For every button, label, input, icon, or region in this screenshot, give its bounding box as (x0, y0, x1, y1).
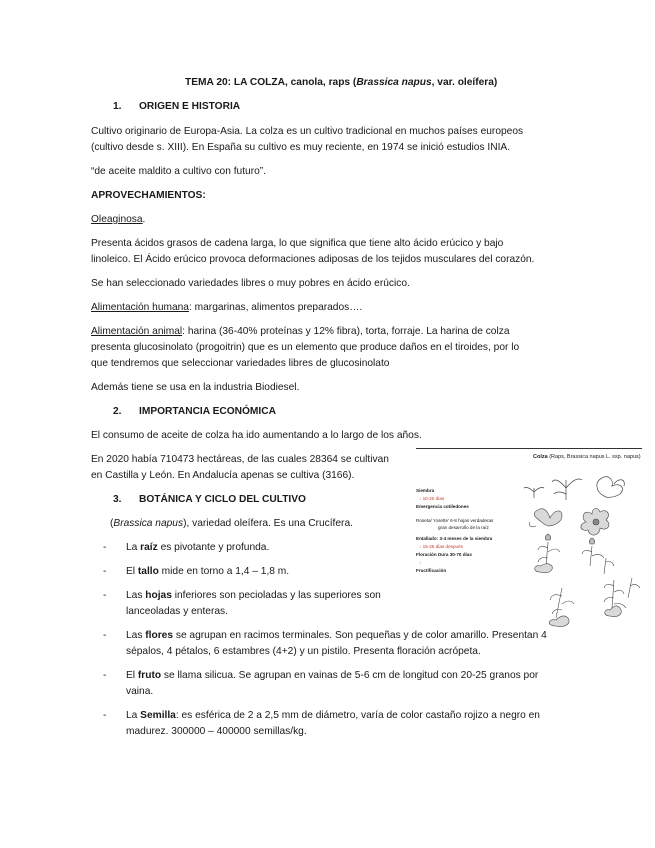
quote-line: “de aceite maldito a cultivo con futuro”. (91, 166, 266, 177)
stage-arrow-3: ↓ (419, 560, 422, 565)
stage-roseta: Roseta/ 'rosette' 6-8 hojas verdaderas (416, 518, 494, 523)
bullet-dash: - (103, 590, 107, 601)
item-text: mide en torno a 1,4 – 1,8 m. (158, 566, 290, 577)
title-scientific-name: Brassica napus (356, 77, 432, 88)
biodiesel-line: Además tiene se usa en la industria Biodiesel. (91, 382, 300, 393)
plant-illustrations (416, 448, 642, 632)
oleaginosa-dot: . (142, 214, 146, 225)
item-term: tallo (137, 566, 159, 577)
animal-food-line-3: que tendremos que seleccionar variedades libres de glucosinolato (91, 358, 390, 369)
figure-title-text: Colza (533, 454, 548, 460)
title-suffix: , var. oleífera) (431, 77, 498, 88)
item-text: se llama silicua. Se agrupan en vainas de 5-6 cm de longitud con 20-25 granos por (161, 670, 539, 681)
section-1-heading (113, 99, 240, 115)
bullet-dash: - (103, 542, 107, 553)
stage-siembra: Siembra (416, 488, 435, 493)
fatty-acid-line-1: Presenta ácidos grasos de cadena larga, lo que significa que tiene alto ácido erúcico y bajo (91, 238, 504, 249)
hectares-line-1: En 2020 había 710473 hectáreas, de las cuales 28364 se cultivan (91, 454, 389, 465)
stage-emergencia: Emergencia cotiledones (416, 504, 469, 509)
item-term: flores (145, 630, 174, 641)
section-1-title: ORIGEN E HISTORIA (139, 101, 241, 112)
section-2-heading (113, 404, 276, 420)
animal-food-line-2: presenta glucosinolato (progoitrin) que es un elemento que produce daños en el tiroides, por lo (91, 342, 520, 353)
title-prefix: TEMA 20: LA COLZA, canola, raps ( (185, 77, 357, 88)
item-prefix: El (126, 566, 138, 577)
stage-arrow-2: ↓ 15-25 días después (419, 544, 463, 549)
oleaginosa-label: Oleaginosa (91, 214, 143, 225)
section-2-title: IMPORTANCIA ECONÓMICA (139, 406, 276, 417)
animal-food-label: Alimentación animal (91, 326, 183, 337)
section-3-number: 3. (113, 494, 122, 505)
item-term: hojas (145, 590, 172, 601)
animal-food-line-1 (91, 324, 509, 340)
seedling-plants-icon (524, 477, 624, 500)
item-term: Semilla (140, 710, 176, 721)
item-line-2: madurez. 300000 – 400000 semillas/kg. (126, 726, 307, 737)
section-2-number: 2. (113, 406, 122, 417)
aprovechamientos-heading: APROVECHAMIENTOS: (91, 190, 206, 201)
origin-paragraph-line-2: (cultivo desde s. XIII). En España su cultivo es muy reciente, en 1974 se inició estudios INIA. (91, 142, 511, 153)
item-prefix: El (126, 670, 138, 681)
stage-entallado: Entallado: 3-4 meses de la siembra (416, 536, 493, 541)
item-line-2: lanceoladas y enteras. (126, 606, 228, 617)
item-prefix: La (126, 542, 141, 553)
document-title (185, 75, 497, 91)
stage-arrow-1: ↓ 10-20 días (419, 496, 445, 501)
item-term: raíz (140, 542, 158, 553)
intro-rest: ), variedad oleífera. Es una Crucífera. (183, 518, 353, 529)
item-prefix: La (126, 710, 141, 721)
growth-stages-figure (416, 448, 642, 632)
oleaginosa-line (91, 212, 145, 228)
botany-intro (110, 516, 353, 532)
human-food-label: Alimentación humana (91, 302, 189, 313)
item-line-2: sépalos, 4 pétalos, 6 estambres (4+2) y un pistilo. Presenta floración acrópeta. (126, 646, 481, 657)
selected-varieties-line: Se han seleccionado variedades libres o muy pobres en ácido erúcico. (91, 278, 410, 289)
intro-scientific-name: Brassica napus (113, 518, 184, 529)
section-3-heading (113, 492, 306, 508)
fatty-acid-line-2: linoleico. El Ácido erúcico provoca deformaciones adiposas de los tejidos musculares del corazón. (91, 254, 535, 265)
consumption-line: El consumo de aceite de colza ha ido aumentando a lo largo de los años. (91, 430, 422, 441)
stage-root-note: gran desarrollo de la raíz (438, 525, 489, 530)
item-term: fruto (137, 670, 162, 681)
item-text: es pivotante y profunda. (157, 542, 270, 553)
bullet-dash: - (103, 670, 107, 681)
item-text: inferiores son pecioladas y las superiores son (171, 590, 381, 601)
animal-food-text: : harina (36-40% proteínas y 12% fibra), torta, forraje. La harina de colza (182, 326, 510, 337)
item-text: se agrupan en racimos terminales. Son pequeñas y de color amarillo. Presentan 4 (173, 630, 547, 641)
bullet-dash: - (103, 710, 107, 721)
mature-plants-icon (549, 578, 640, 627)
flowering-plants-icon (535, 534, 614, 574)
bullet-dash: - (103, 566, 107, 577)
item-line-2: vaina. (126, 686, 154, 697)
hectares-line-2: en Castilla y León. En Andalucía apenas se cultiva (3166). (91, 470, 355, 481)
figure-subtitle: (Raps, Brassica napus L. ssp. napus) (549, 454, 641, 460)
human-food-text: : margarinas, alimentos preparados…. (188, 302, 363, 313)
section-1-number: 1. (113, 101, 122, 112)
bullet-dash: - (103, 630, 107, 641)
item-prefix: Las (126, 590, 146, 601)
origin-paragraph-line-1: Cultivo originario de Europa-Asia. La colza es un cultivo tradicional en muchos países europeos (91, 126, 524, 137)
item-text: : es esférica de 2 a 2,5 mm de diámetro, varía de color castaño rojizo a negro en (175, 710, 540, 721)
human-food-line (91, 300, 362, 316)
stage-floracion: Floración Dura 30-70 días (416, 552, 472, 557)
item-prefix: Las (126, 630, 146, 641)
stage-fructificacion: Fructificación (416, 568, 447, 573)
section-3-title: BOTÁNICA Y CICLO DEL CULTIVO (139, 494, 306, 505)
rosette-plants-icon (529, 508, 608, 535)
intro-paren: ( (110, 518, 114, 529)
